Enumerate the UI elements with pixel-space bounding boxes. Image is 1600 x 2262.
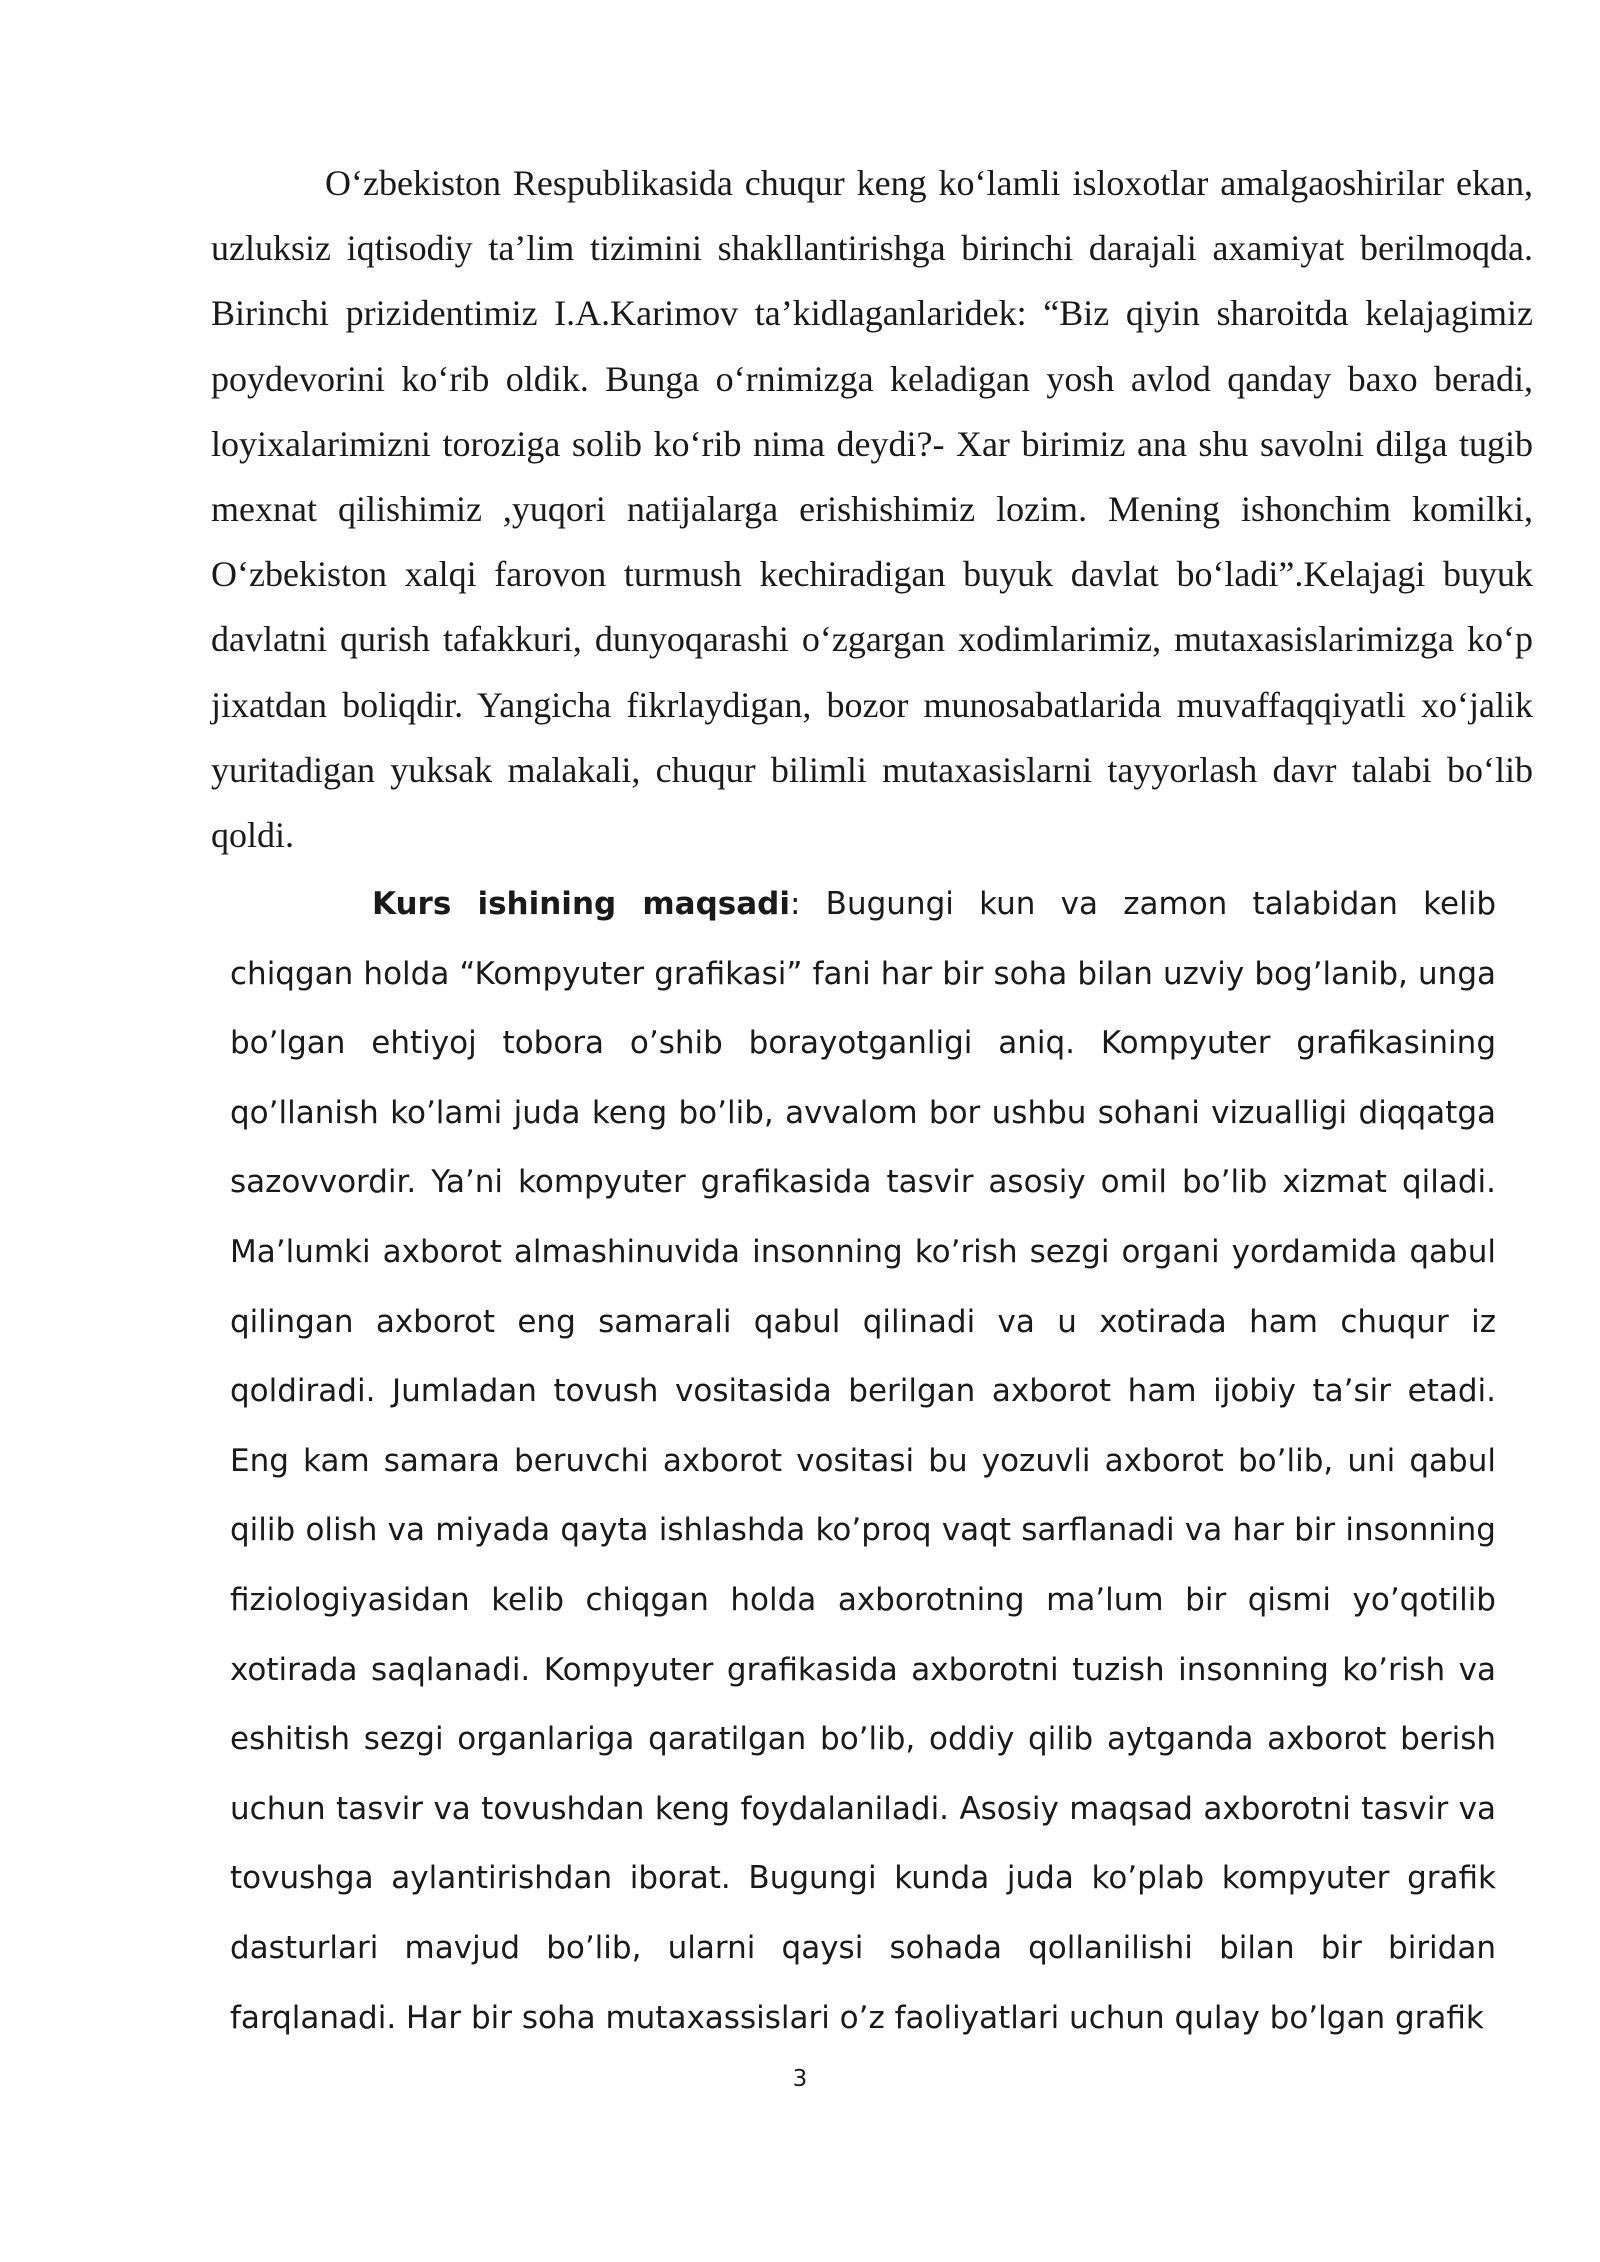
course-goal-colon: : bbox=[789, 886, 801, 922]
course-goal-text: Bugungi kun va zamon talabidan kelib chiqgan holda “Kompyuter grafikasi” fani har bir soha bilan uzviy bog’lanib, unga bo’lgan ehtiyoj tobora o’shib borayotganligi aniq. Kompyuter grafikasining qo’llanish ko’lami juda keng bo’lib, avvalom bor ushbu sohani vizualligi diqqatga sazovvordir. Ya’ni kompyuter grafikasida tasvir asosiy omil bo’lib xizmat qiladi. Ma’lumki axborot almashinuvida insonning ko’rish sezgi organi yordamida qabul qilingan axborot eng samarali qabul qilinadi va u xotirada ham chuqur iz qoldiradi. Jumladan tovush vositasida berilgan axborot ham ijobiy ta’sir etadi. Eng kam samara beruvchi axborot vositasi bu yozuvli axborot bo’lib, uni qabul qilib olish va miyada qayta ishlashda ko’proq vaqt sarflanadi va har bir insonning fiziologiyasidan kelib chiqgan holda axborotning ma’lum bir qismi yo’qotilib xotirada saqlanadi. Kompyuter grafikasida axborotni tuzish insonning ko’rish va eshitish sezgi organlariga qaratilgan bo’lib, oddiy qilib aytganda axborot berish uchun tasvir va tovushdan keng foydalaniladi. Asosiy maqsad axborotni tasvir va tovushga aylantirishdan iborat. Bugungi kunda juda ko’plab kompyuter grafik dasturlari mavjud bo’lib, ularni qaysi sohada qollanilishi bilan bir biridan farqlanadi. Har bir soha mutaxassislari o’z faoliyatlari uchun qulay bo’lgan grafik bbox=[230, 886, 1496, 2036]
paragraph-course-goal bbox=[230, 870, 1496, 2053]
course-goal-heading: Kurs ishining maqsadi bbox=[372, 886, 790, 922]
paragraph-intro: O‘zbekiston Respublikasida chuqur keng ko‘lamli isloxotlar amalgaoshirilar ekan, uzluksiz iqtisodiy ta’lim tizimini shakllantirishga birinchi darajali axamiyat berilmoqda. Birinchi prizidentimiz I.A.Karimov ta’kidlaganlaridek: “Biz qiyin sharoitda kelajagimiz poydevorini ko‘rib oldik. Bunga o‘rnimizga keladigan yosh avlod qanday baxo beradi, loyixalarimizni toroziga solib ko‘rib nima deydi?- Xar birimiz ana shu savolni dilga tugib mexnat qilishimiz ,yuqori natijalarga erishishimiz lozim. Mening ishonchim komilki, O‘zbekiston xalqi farovon turmush kechiradigan buyuk davlat bo‘ladi”.Kelajagi buyuk davlatni qurish tafakkuri, dunyoqarashi o‘zgargan xodimlarimiz, mutaxasislarimizga ko‘p jixatdan boliqdir. Yangicha fikrlaydigan, bozor munosabatlarida muvaffaqqiyatli xo‘jalik yuritadigan yuksak malakali, chuqur bilimli mutaxasislarni tayyorlash davr talabi bo‘lib qoldi. bbox=[211, 163, 1533, 856]
page-number: 3 bbox=[792, 2066, 808, 2092]
